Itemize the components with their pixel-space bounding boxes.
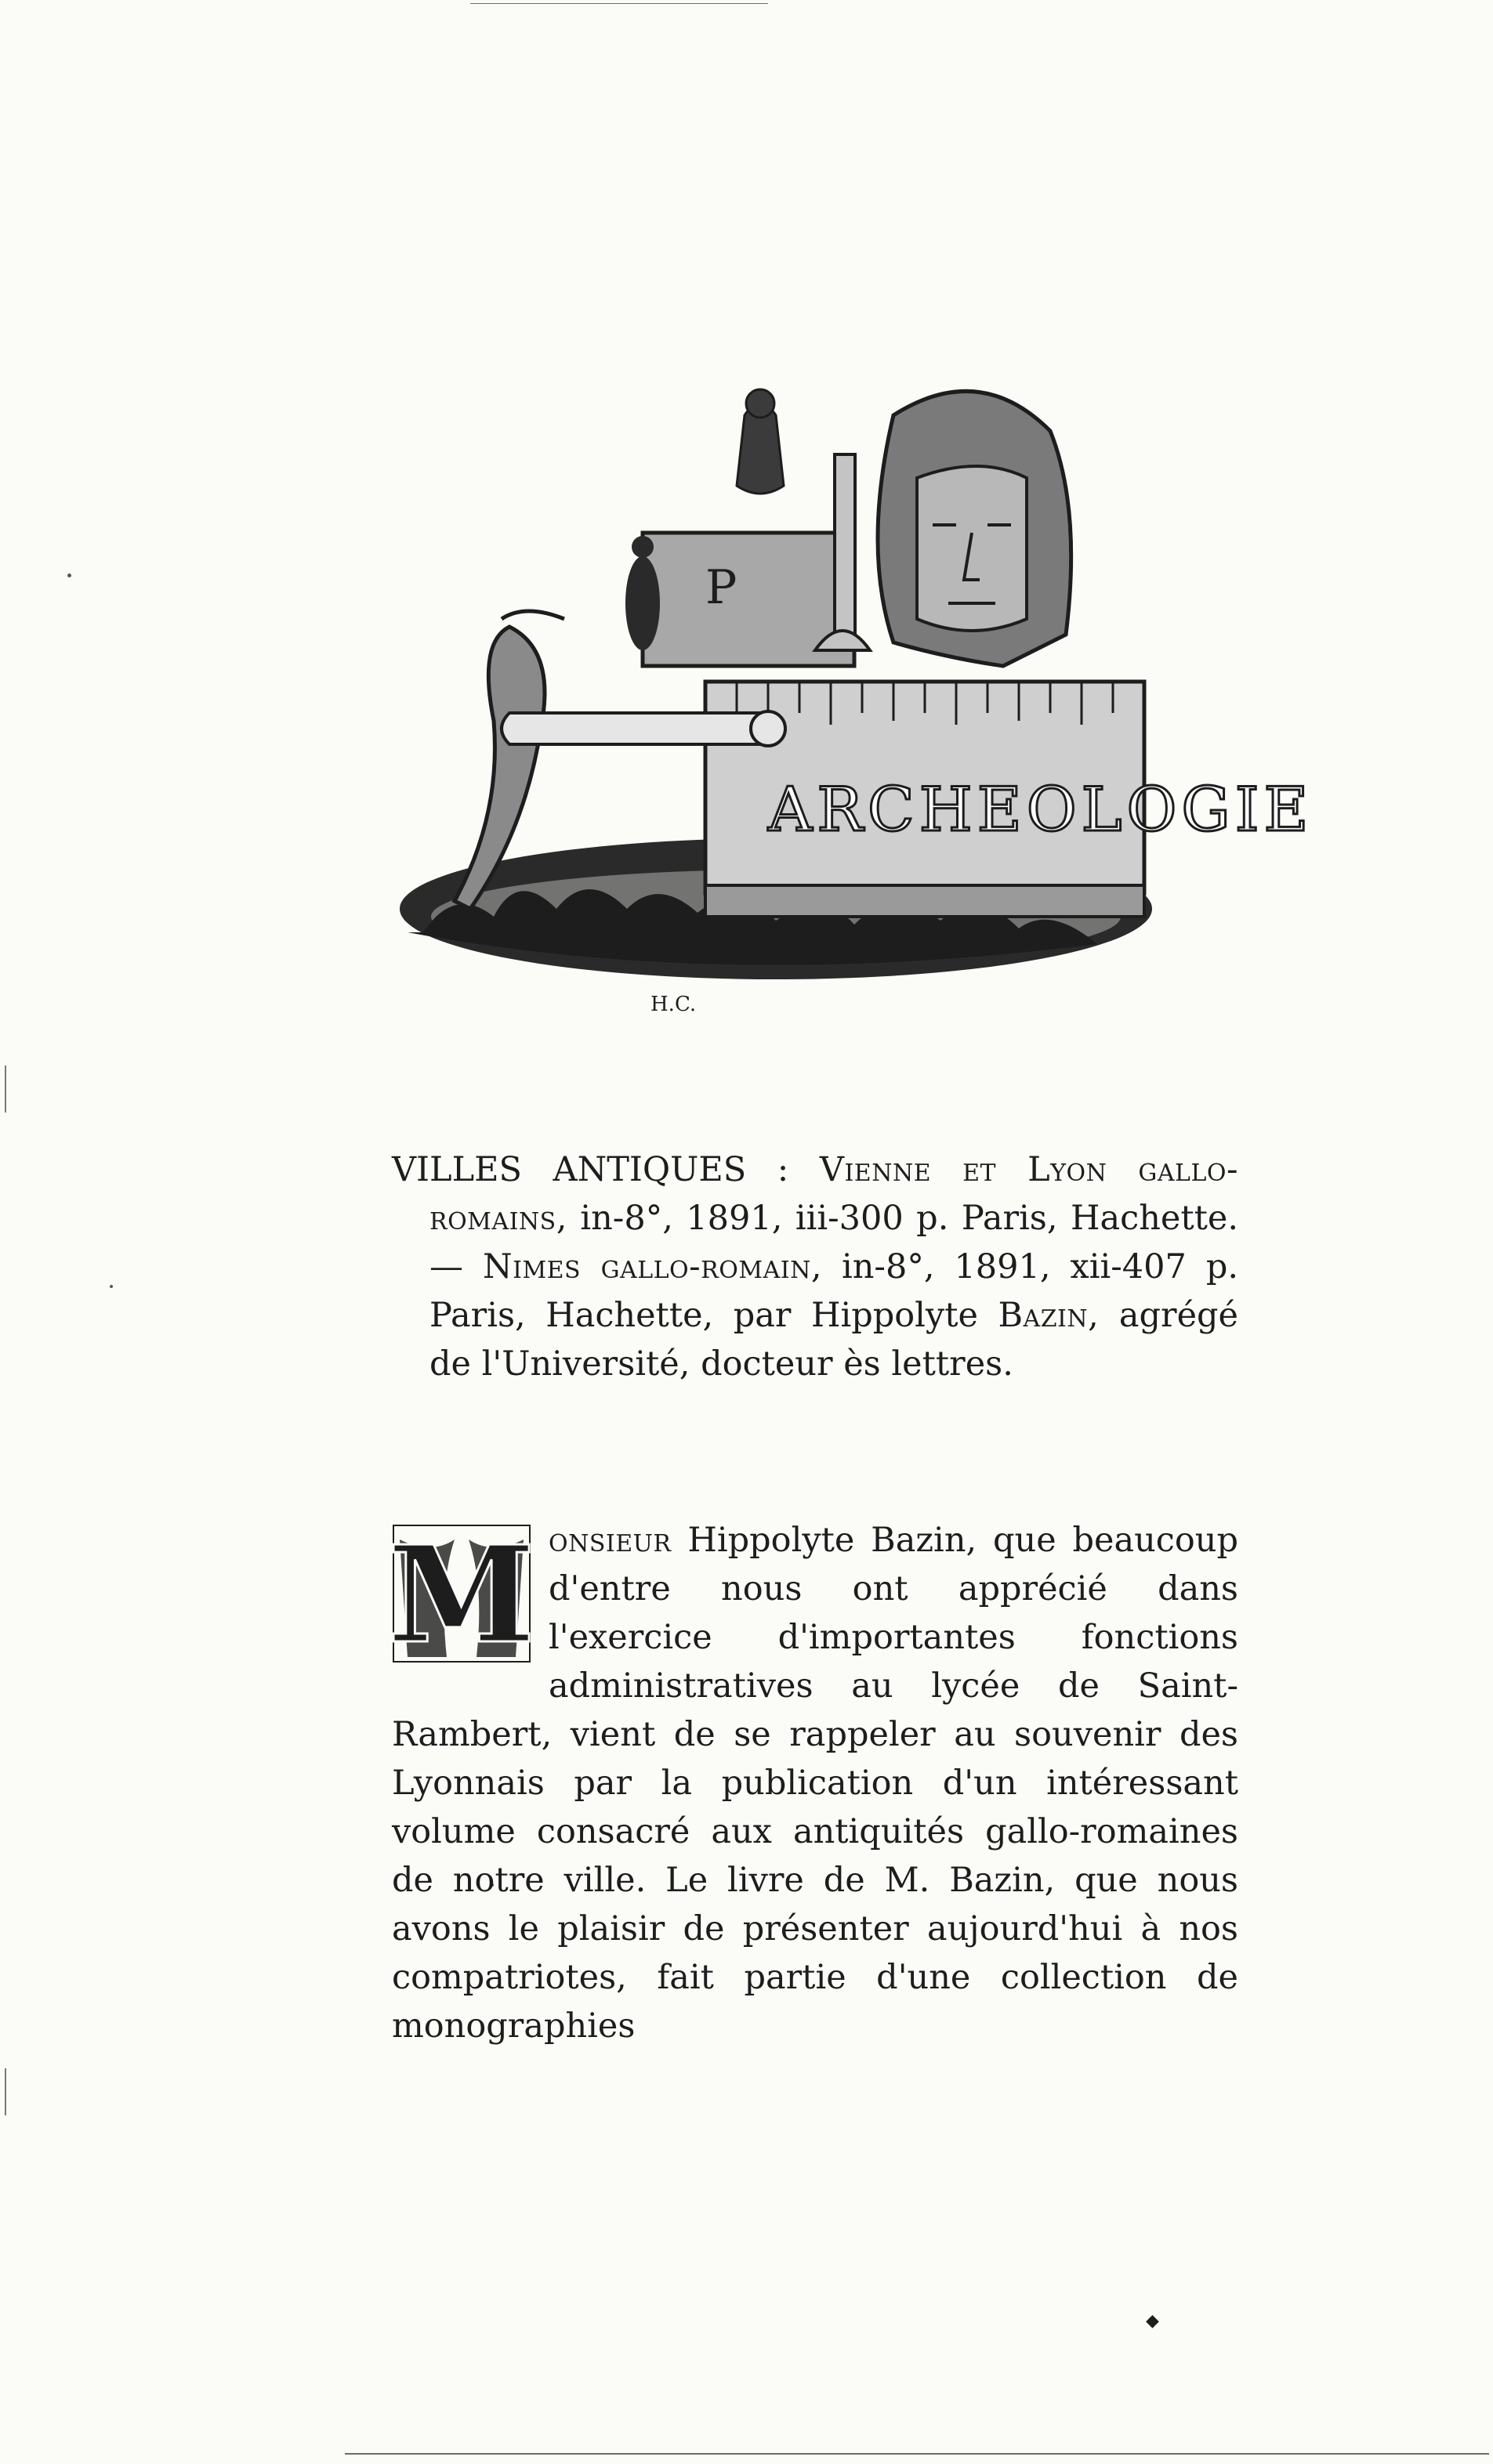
- page-ornament: ◆: [1146, 2311, 1159, 2331]
- author-credentials: agrégé de l'Université, docteur ès lettres.: [429, 1296, 1238, 1384]
- margin-mark: [5, 2068, 6, 2115]
- carved-head: [878, 391, 1071, 666]
- margin-mark: [5, 1066, 6, 1113]
- tablet-inscription: P: [705, 560, 737, 615]
- body-paragraph: [387, 1516, 1239, 2050]
- archeologie-label: ARCHEOLOGIE: [768, 775, 1314, 845]
- author-surname: Bazin,: [998, 1296, 1100, 1335]
- engraver-monogram: H.C.: [650, 993, 697, 1016]
- scroll: [502, 711, 785, 746]
- paragraph-text: Hippolyte Bazin, que beaucoup d'entre nous ont apprécié dans l'exercice d'importantes fonctions administratives au lycée de Saint-Rambert, vient de se rappeler au souvenir des Lyonnais par la publication d'un intéressant volume consacré aux antiquités gallo-romaines de notre ville. Le livre de M. Bazin, que nous avons le plaisir de présenter aujourd'hui à nos compatriotes, fait partie d'une collection de monographies: [392, 1521, 1239, 2046]
- work-1-details: in-8°, 1891, iii-300 p. Paris, Hachette. —: [429, 1199, 1239, 1286]
- series-title: VILLES ANTIQUES :: [392, 1150, 789, 1189]
- work-1-title: Vienne et Lyon gallo-romains,: [429, 1150, 1239, 1238]
- ink-speck: [67, 573, 71, 577]
- statuette: [737, 389, 784, 494]
- ornamental-dropcap: [387, 1517, 536, 1673]
- bibliography-entry: [392, 1145, 1238, 1388]
- work-2-title: Nimes gallo-romain,: [482, 1247, 823, 1286]
- top-rule: [470, 3, 768, 4]
- archeologie-vignette: [408, 368, 1314, 1042]
- dropcap-letter: M: [387, 1517, 536, 1673]
- bottom-rule: [345, 2453, 1489, 2455]
- first-word-rest: onsieur: [549, 1521, 672, 1560]
- ink-speck: [110, 1285, 113, 1288]
- work-2-details: in-8°, 1891, xii-407 p. Paris, Hachette, par Hippolyte: [429, 1247, 1239, 1335]
- bibliography-text: [392, 1145, 1238, 1388]
